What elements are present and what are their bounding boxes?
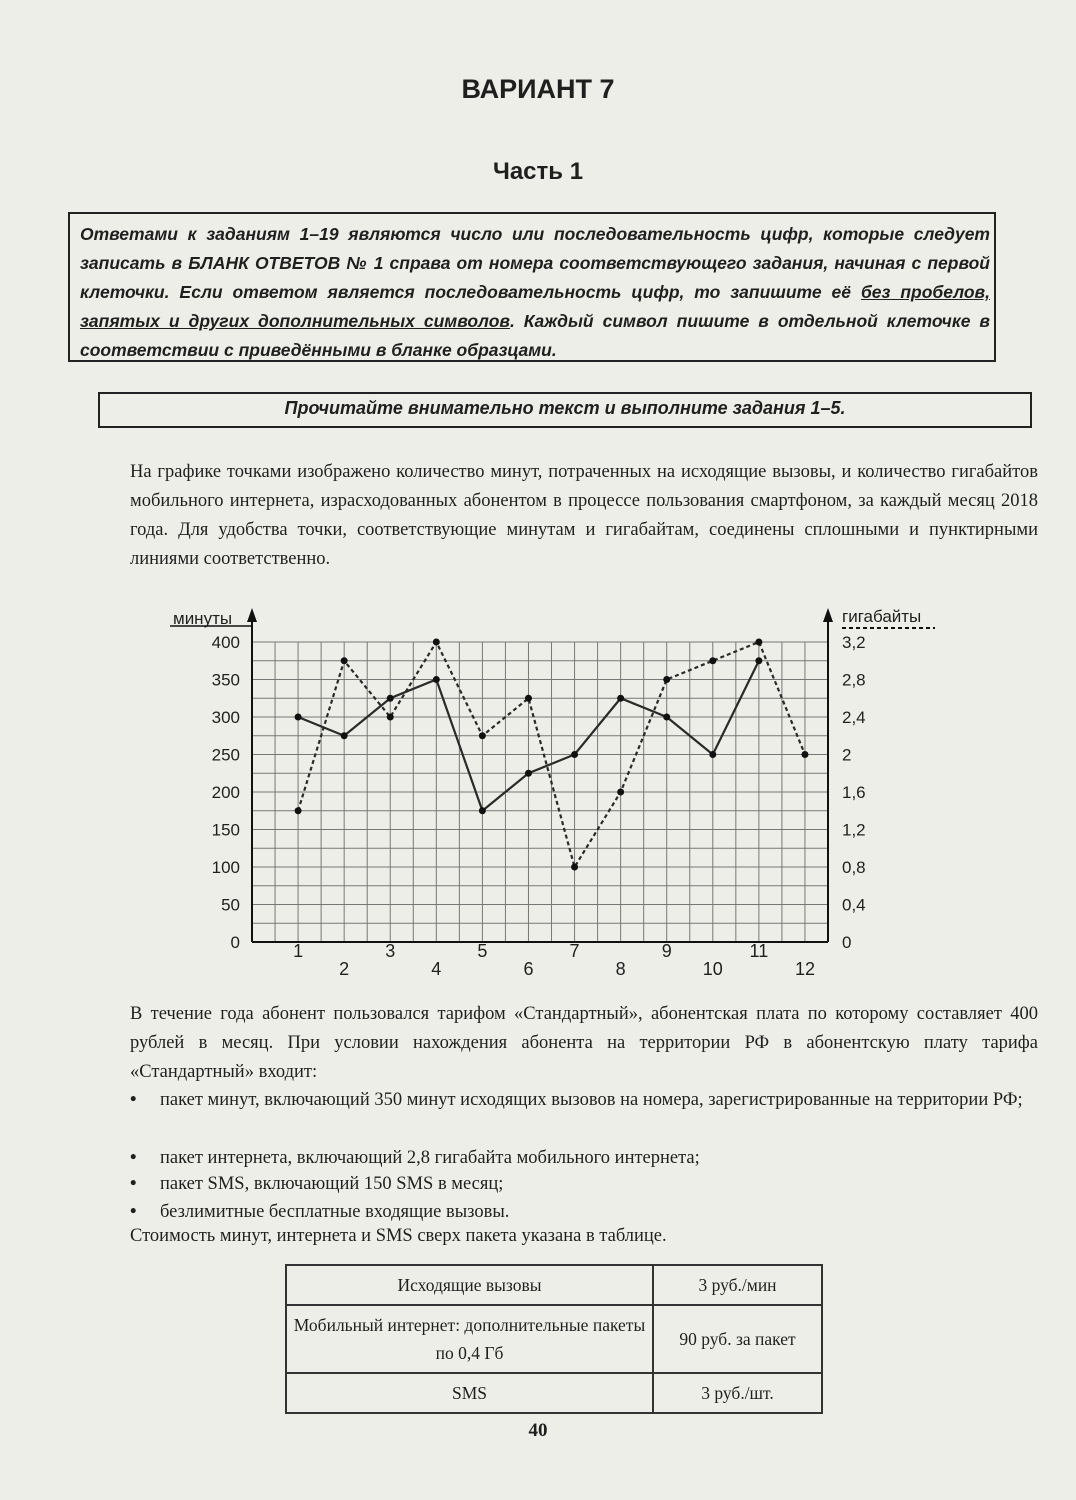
x-tick-label: 2 — [339, 959, 350, 979]
table-row — [286, 1265, 822, 1305]
bullet-icon: • — [130, 1090, 137, 1110]
list-item-text: пакет интернета, включающий 2,8 гигабайта мобильного интернета; — [160, 1148, 700, 1168]
right-tick-label: 1,2 — [842, 820, 866, 840]
gigabytes-point — [571, 864, 578, 871]
right-tick-label: 2,8 — [842, 670, 866, 690]
instructions-text — [80, 220, 990, 365]
chart-axes — [170, 608, 935, 942]
x-tick-label: 5 — [477, 941, 488, 961]
variant-title: ВАРИАНТ 7 — [461, 74, 615, 104]
x-tick-label: 8 — [615, 959, 626, 979]
bullet-icon: • — [130, 1202, 137, 1222]
left-tick-labels — [212, 633, 240, 952]
x-tick-label: 7 — [569, 941, 580, 961]
left-tick-label: 350 — [211, 670, 240, 690]
x-tick-label: 9 — [661, 941, 672, 961]
x-tick-label: 6 — [523, 959, 534, 979]
gigabytes-point — [617, 789, 624, 796]
minutes-point — [295, 714, 302, 721]
gigabytes-point — [755, 639, 762, 646]
table-row — [286, 1373, 822, 1413]
instructions-part1: Ответами к заданиям 1–19 являются число или последовательность цифр, которые следует записать в БЛАНК ОТВЕТОВ № 1 справа от номера соответствующего задания, начиная с первой клеточки. Если ответом является последовательность цифр, то запишите её — [80, 224, 990, 302]
minutes-point — [663, 714, 670, 721]
left-tick-label: 0 — [230, 933, 240, 952]
list-item — [130, 1198, 1038, 1227]
left-tick-label: 400 — [211, 633, 240, 652]
gigabytes-point — [525, 695, 532, 702]
list-item — [130, 1170, 1038, 1199]
rate-table — [285, 1264, 823, 1414]
table-cell-item: Мобильный интернет: дополнительные пакеты по 0,4 Гб — [286, 1305, 653, 1373]
intro-paragraph: На графике точками изображено количество минут, потраченных на исходящие вызовы, и количество гигабайтов мобильного интернета, израсходованных абонентом в процессе пользования смартфоном, за каждый месяц 2018 года. Для удобства точки, соответствующие минутам и гигабайтам, соединены сплошными и пунктирными линиями соответственно. — [130, 462, 1038, 569]
right-axis-label: гигабайты — [842, 607, 922, 626]
line-chart — [160, 600, 960, 990]
tariff-paragraph: В течение года абонент пользовался тарифом «Стандартный», абонентская плата по которому составляет 400 рублей в месяц. При условии нахождения абонента на территории РФ в абонентскую плату тарифа «Стандартный» входит: — [130, 1004, 1038, 1082]
read-instruction: Прочитайте внимательно текст и выполните задания 1–5. — [284, 398, 846, 418]
left-axis-label: минуты — [173, 609, 233, 628]
x-tick-label: 12 — [794, 959, 815, 979]
bullet-icon: • — [130, 1174, 137, 1194]
gigabytes-point — [663, 676, 670, 683]
list-item — [130, 1086, 1038, 1115]
minutes-point — [479, 807, 486, 814]
minutes-point — [709, 751, 716, 758]
minutes-point — [433, 676, 440, 683]
minutes-point — [617, 695, 624, 702]
left-tick-label: 300 — [211, 708, 240, 727]
minutes-point — [571, 751, 578, 758]
list-item — [130, 1144, 1038, 1173]
x-tick-label: 11 — [749, 941, 769, 961]
minutes-point — [755, 657, 762, 664]
left-tick-label: 150 — [211, 820, 240, 840]
part-title: Часть 1 — [492, 158, 584, 185]
gigabytes-point — [801, 751, 808, 758]
gigabytes-point — [433, 639, 440, 646]
list-item-text: пакет минут, включающий 350 минут исходящих вызовов на номера, зарегистрированные на территории РФ; — [160, 1090, 1023, 1110]
gigabytes-point — [295, 807, 302, 814]
left-tick-label: 250 — [211, 745, 240, 765]
right-tick-labels — [842, 633, 866, 952]
right-tick-label: 3,2 — [842, 633, 866, 652]
cost-caption: Стоимость минут, интернета и SMS сверх пакета указана в таблице. — [130, 1226, 667, 1246]
right-tick-label: 2 — [842, 745, 852, 765]
x-tick-label: 3 — [385, 941, 396, 961]
gigabytes-point — [479, 732, 486, 739]
gigabytes-point — [709, 657, 716, 664]
gigabytes-point — [341, 657, 348, 664]
gigabytes-point — [387, 714, 394, 721]
chart-grid — [252, 642, 828, 942]
bullet-icon: • — [130, 1148, 137, 1168]
instructions-part2: . Каждый символ пишите в отдельной клеточке в соответствии с приведёнными в бланке образцами. — [80, 311, 990, 360]
minutes-point — [387, 695, 394, 702]
minutes-point — [341, 732, 348, 739]
minutes-point — [525, 770, 532, 777]
left-tick-label: 200 — [211, 783, 240, 802]
x-tick-label: 1 — [293, 941, 304, 961]
right-tick-label: 0,4 — [842, 895, 866, 915]
table-cell-price: 90 руб. за пакет — [653, 1305, 822, 1373]
left-axis-arrow-icon — [247, 608, 257, 622]
table-cell-item: Исходящие вызовы — [286, 1265, 653, 1305]
list-item-text: пакет SMS, включающий 150 SMS в месяц; — [160, 1174, 504, 1194]
right-tick-label: 1,6 — [842, 783, 866, 802]
table-row — [286, 1305, 822, 1373]
right-tick-label: 0,8 — [842, 858, 866, 877]
x-tick-labels — [293, 941, 815, 979]
page-number: 40 — [528, 1420, 548, 1441]
table-cell-price: 3 руб./мин — [653, 1265, 822, 1305]
left-tick-label: 50 — [221, 895, 240, 915]
x-tick-label: 4 — [431, 959, 442, 979]
table-cell-price: 3 руб./шт. — [653, 1373, 822, 1413]
right-axis-arrow-icon — [823, 608, 833, 622]
list-item-text: безлимитные бесплатные входящие вызовы. — [160, 1202, 510, 1222]
right-tick-label: 0 — [842, 933, 852, 952]
instructions-underlined: без пробелов, запятых и других дополнительных символов — [80, 282, 990, 331]
table-cell-item: SMS — [286, 1373, 653, 1413]
x-tick-label: 10 — [702, 959, 723, 979]
left-tick-label: 100 — [211, 858, 240, 877]
right-tick-label: 2,4 — [842, 708, 866, 727]
